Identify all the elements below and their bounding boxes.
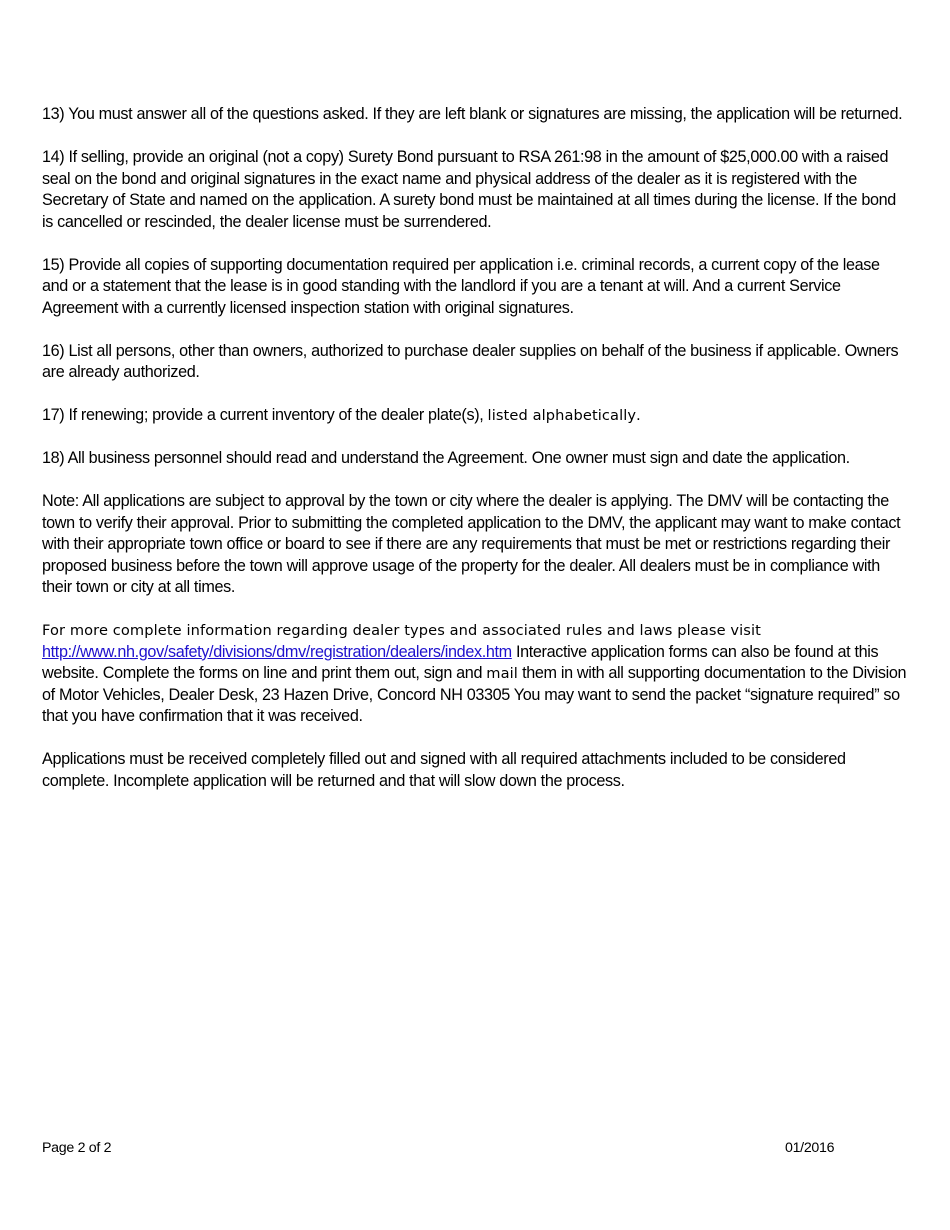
item-15: 15) Provide all copies of supporting documentation required per application i.e. criminal records, a current copy of the lease and or a statement that the lease is in good standing with the landlord if you are a tenant at will. And a current Service Agreement with a currently licensed inspection station with original signatures. xyxy=(42,255,880,317)
info-mail: mail xyxy=(486,665,518,682)
closing-paragraph: Applications must be received completely filled out and signed with all required attachments included to be considered complete. Incomplete application will be returned and that will slow down the process. xyxy=(42,750,846,790)
info-intro: For more complete information regarding dealer types and associated rules and laws please visit xyxy=(42,622,761,639)
item-13: 13) You must answer all of the questions asked. If they are left blank or signatures are missing, the application will be returned. xyxy=(42,105,903,123)
item-17 xyxy=(42,405,908,427)
dealers-info-link[interactable]: http://www.nh.gov/safety/divisions/dmv/registration/dealers/index.htm xyxy=(42,642,512,661)
item-14: 14) If selling, provide an original (not a copy) Surety Bond pursuant to RSA 261:98 in the amount of $25,000.00 with a raised seal on the bond and original signatures in the exact name and physical address of the dealer as it is registered with the Secretary of State and named on the application. A surety bond must be maintained at all times during the license. If the bond is cancelled or rescinded, the dealer license must be surrendered. xyxy=(42,148,896,231)
item-17-alphabetically: listed alphabetically xyxy=(487,407,637,424)
note-paragraph: Note: All applications are subject to approval by the town or city where the dealer is applying. The DMV will be contacting the town to verify their approval. Prior to submitting the completed application to the DMV, the applicant may want to make contact with their appropriate town office or board to see if there are any requirements that must be met or restrictions regarding their proposed business before the town will approve usage of the property for the dealer. All dealers must be in compliance with their town or city at all times. xyxy=(42,492,901,596)
item-16: 16) List all persons, other than owners, authorized to purchase dealer supplies on behalf of the business if applicable. Owners are already authorized. xyxy=(42,341,899,381)
document-body xyxy=(42,104,908,814)
item-18: 18) All business personnel should read and understand the Agreement. One owner must sign and date the application. xyxy=(42,449,850,467)
info-rest-a: Interactive application forms can also be found at this website. Complete the forms on line and print them out, sign and xyxy=(42,642,879,682)
revision-date: 01/2016 xyxy=(785,1140,835,1156)
page-number: Page 2 of 2 xyxy=(42,1140,112,1156)
item-17-text: 17) If renewing; provide a current inventory of the dealer plate(s), xyxy=(42,406,484,424)
item-17-period: . xyxy=(636,406,641,424)
info-paragraph xyxy=(42,620,908,728)
info-rest-b: them in with all supporting documentation to the Division of Motor Vehicles, Dealer Desk, 23 Hazen Drive, Concord NH 03305 You may want to send the packet “signature required” so that you have confirmation that it was received. xyxy=(42,664,907,725)
